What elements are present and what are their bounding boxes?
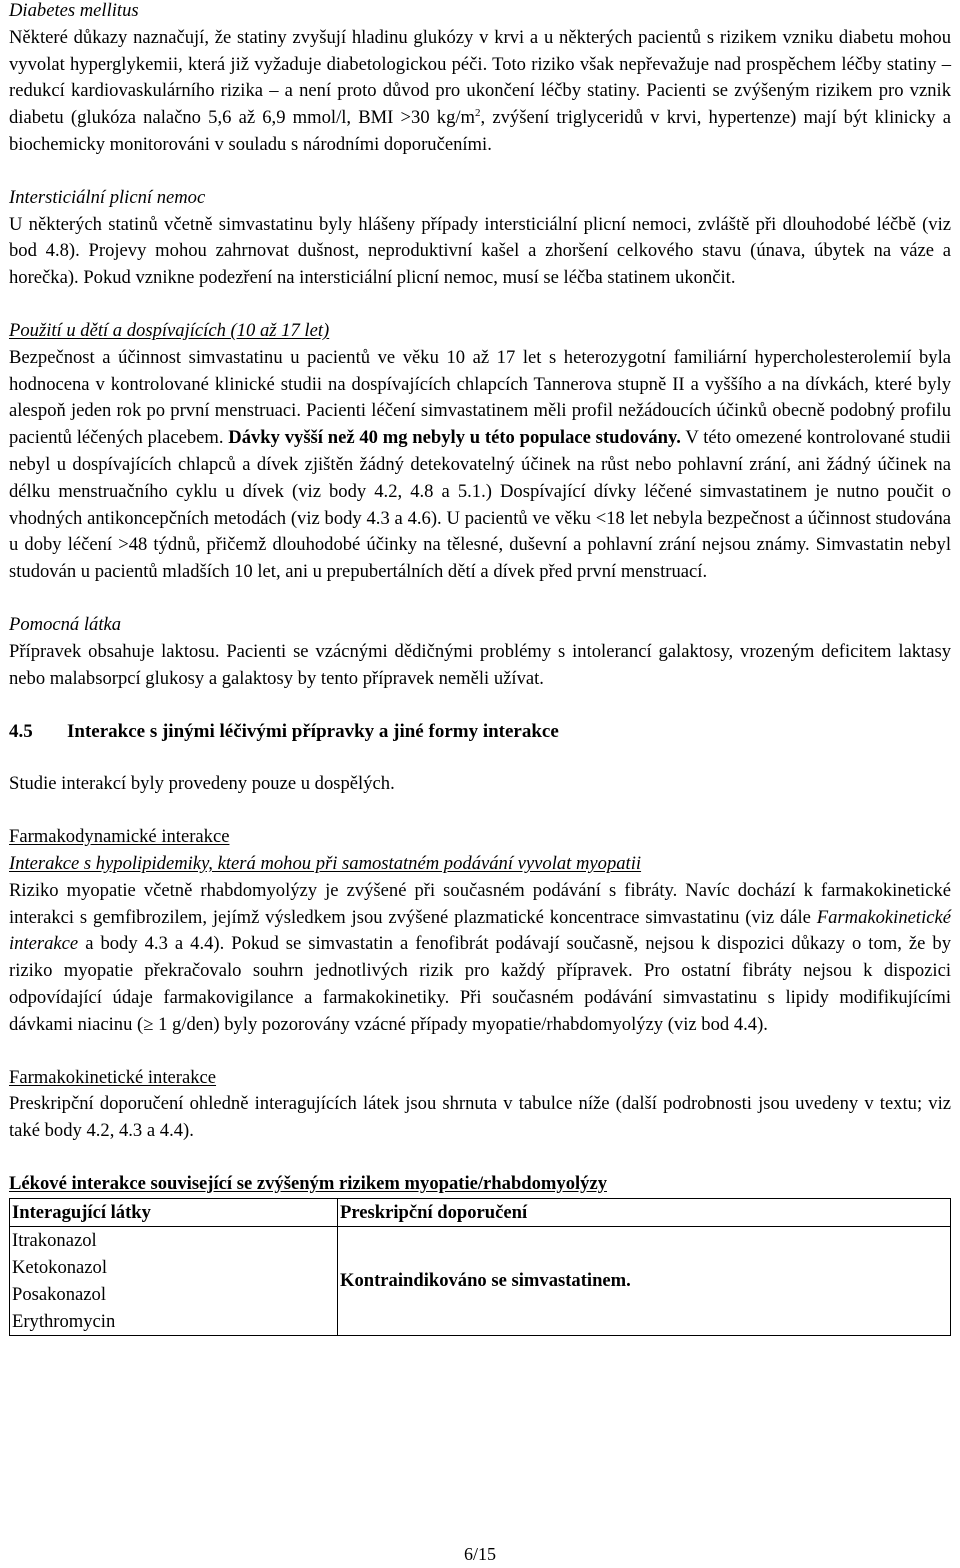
pharmacodynamic-heading: Farmakodynamické interakce: [9, 826, 230, 848]
table-header-row: [10, 1198, 951, 1226]
pharmacodynamic-text-2: a body 4.3 a 4.4). Pokud se simvastatin a fenofibrát podávají současně, nejsou k dispozici důkazy o tom, že by riziko myopatie překračovalo souhrn jednotlivých rizik pro každý přípravek. Pro ostatní fibráty nejsou k dispozici odpovídající údaje farmakovigilance a farmakokinetiky. Při současném podávání simvastatinu s lipidy modifikujícími dávkami niacinu (≥ 1 g/den) byly pozorovány vzácné případy myopatie/rhabdomyolýzy (viz bod 4.4).: [9, 933, 951, 1035]
table-header-substances: Interagující látky: [10, 1198, 338, 1226]
substance-item: Ketokonazol: [12, 1256, 108, 1278]
diabetes-text-2: , zvýšení triglyceridů v krvi, hypertenze) mají být klinicky a biochemicky monitorováni v souladu s národními doporučeními.: [9, 107, 952, 155]
pediatric-bold-text: Dávky vyšší než 40 mg nebyly u této populace studovány.: [228, 427, 681, 449]
pharmacokinetic-paragraph: Preskripční doporučení ohledně interagujících látek jsou shrnuta v tabulce níže (další podrobnosti jsou uvedeny v textu; viz také body 4.2, 4.3 a 4.4).: [9, 1093, 951, 1142]
pediatric-heading: Použití u dětí a dospívajících (10 až 17 let): [9, 319, 330, 341]
document-page: [9, 0, 951, 1336]
table-caption: Lékové interakce související se zvýšeným rizikem myopatie/rhabdomyolýzy: [9, 1172, 608, 1194]
substance-item: Itrakonazol: [12, 1229, 97, 1251]
interstitial-heading: Intersticiální plicní nemoc: [9, 186, 206, 208]
interaction-table: [9, 1198, 951, 1336]
page-number: 6/15: [463, 1544, 496, 1564]
pediatric-text-2: V této omezené kontrolované studii nebyl u dospívajících chlapců a dívek zjištěn žádný detekovatelný účinek na růst nebo pohlavní zrání, ani žádný účinek na délku menstruačního cyklu u dívek (viz body 4.2, 4.8 a 5.1.) Dospívající dívky léčené simvastatinem je nutno poučit o vhodných antikoncepčních metodách (viz body 4.3 a 4.6). U pacientů ve věku <18 let nebyla bezpečnost a účinnost studována u doby léčení >48 týdnů, přičemž dlouhodobé účinky na tělesné, duševní a pohlavní zrání nejsou známy. Simvastatin nebyl studován u pacientů mladších 10 let, ani u prepubertálních dětí a dívek před první menstruací.: [9, 427, 951, 583]
section-title: Interakce s jinými léčivými přípravky a jiné formy interakce: [67, 721, 559, 743]
pharmacodynamic-subheading: Interakce s hypolipidemiky, která mohou při samostatném podávání vyvolat myopatii: [9, 852, 642, 874]
table-row: [10, 1226, 951, 1335]
pediatric-text-1: Bezpečnost a účinnost simvastatinu u pacientů ve věku 10 až 17 let s heterozygotní familiární hypercholesterolemií byla hodnocena v kontrolované klinické studii na dospívajících chlapcích Tannerova stupně II a vyššího a na dívkách, které byly alespoň jeden rok po první menstruaci. Pacienti léčení simvastatinem měli profil nežádoucích účinků obecně podobný profilu pacientů léčených placebem.: [9, 346, 951, 449]
section-4-5-heading: [9, 719, 951, 745]
pharmacokinetic-heading: Farmakokinetické interakce: [9, 1066, 217, 1088]
excipient-paragraph: Přípravek obsahuje laktosu. Pacienti se vzácnými dědičnými problémy s intolerancí galaktosy, vrozeným deficitem laktasy nebo malabsorpcí glukosy a galaktosy by tento přípravek neměli užívat.: [9, 640, 951, 689]
table-header-recommendation: Preskripční doporučení: [338, 1198, 951, 1226]
excipient-heading: Pomocná látka: [9, 613, 122, 635]
diabetes-heading: Diabetes mellitus: [9, 0, 139, 21]
section-number: 4.5: [9, 721, 33, 743]
substances-cell: [10, 1226, 338, 1335]
pediatric-paragraph: [9, 345, 951, 586]
substance-item: Erythromycin: [12, 1310, 116, 1332]
diabetes-paragraph: [9, 25, 951, 159]
diabetes-text-1: Některé důkazy naznačují, že statiny zvyšují hladinu glukózy v krvi a u některých pacientů s rizikem vzniku diabetu mohou vyvolat hyperglykemii, která již vyžaduje diabetologickou péči. Toto riziko však nepřevažuje nad prospěchem léčby statiny – redukcí kardiovaskulárního rizika – a není proto důvod pro ukončení léčby statiny. Pacienti se zvýšeným rizikem pro vznik diabetu (glukóza nalačno 5,6 až 6,9 mmol/l, BMI >30 kg/m: [9, 26, 951, 129]
pharmacodynamic-paragraph: [9, 878, 951, 1039]
section-4-5-intro: Studie interakcí byly provedeny pouze u dospělých.: [9, 773, 395, 795]
interstitial-paragraph: U některých statinů včetně simvastatinu byly hlášeny případy intersticiální plicní nemoci, zvláště při dlouhodobé léčbě (viz bod 4.8). Projevy mohou zahrnovat dušnost, neproduktivní kašel a zhoršení celkového stavu (únava, úbytek na váze a horečka). Pokud vznikne podezření na intersticiální plicní nemoc, musí se léčba statinem ukončit.: [9, 213, 951, 289]
pharmacodynamic-italic-text: Farmakokinetické interakce: [9, 906, 951, 955]
recommendation-cell: Kontraindikováno se simvastatinem.: [338, 1226, 951, 1335]
substance-item: Posakonazol: [12, 1283, 106, 1305]
pharmacodynamic-text-1: Riziko myopatie včetně rhabdomyolýzy je zvýšené při současném podávání s fibráty. Navíc dochází k farmakokinetické interakci s gemfibrozilem, jejímž výsledkem jsou zvýšené plazmatické koncentrace simvastatinu (viz dále: [9, 879, 951, 928]
diabetes-superscript: 2: [475, 107, 481, 119]
